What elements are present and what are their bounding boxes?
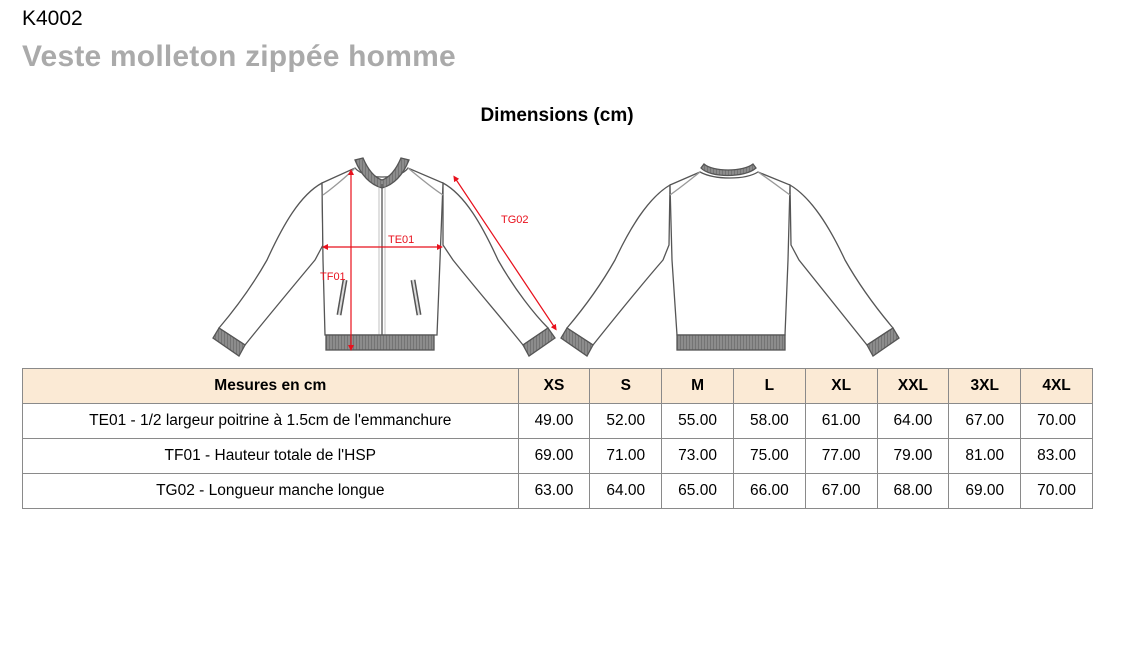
- size-chart-table: [22, 368, 1093, 509]
- table-cell: 67.00: [949, 404, 1021, 439]
- product-title: Veste molleton zippée homme: [22, 40, 456, 73]
- column-header-l: L: [733, 369, 805, 404]
- table-cell: 69.00: [949, 474, 1021, 509]
- row-label: TG02 - Longueur manche longue: [23, 474, 519, 509]
- jacket-illustration: [205, 150, 905, 360]
- te01-label: TE01: [388, 234, 415, 246]
- row-label: TF01 - Hauteur totale de l'HSP: [23, 439, 519, 474]
- column-header-3xl: 3XL: [949, 369, 1021, 404]
- table-cell: 63.00: [518, 474, 590, 509]
- table-cell: 58.00: [733, 404, 805, 439]
- column-header-xxl: XXL: [877, 369, 949, 404]
- table-cell: 65.00: [662, 474, 734, 509]
- jacket-front: [213, 158, 555, 356]
- row-label: TE01 - 1/2 largeur poitrine à 1.5cm de l'emmanchure: [23, 404, 519, 439]
- column-header-m: M: [662, 369, 734, 404]
- table-cell: 70.00: [1021, 404, 1093, 439]
- table-cell: 61.00: [805, 404, 877, 439]
- column-header-measure: Mesures en cm: [23, 369, 519, 404]
- table-cell: 81.00: [949, 439, 1021, 474]
- table-cell: 70.00: [1021, 474, 1093, 509]
- table-cell: 69.00: [518, 439, 590, 474]
- table-cell: 66.00: [733, 474, 805, 509]
- column-header-xl: XL: [805, 369, 877, 404]
- table-header-row: [23, 369, 1093, 404]
- table-cell: 64.00: [590, 474, 662, 509]
- table-cell: 52.00: [590, 404, 662, 439]
- dimensions-title: Dimensions (cm): [480, 105, 634, 126]
- table-cell: 83.00: [1021, 439, 1093, 474]
- table-cell: 73.00: [662, 439, 734, 474]
- table-cell: 75.00: [733, 439, 805, 474]
- table-row: [23, 404, 1093, 439]
- column-header-s: S: [590, 369, 662, 404]
- table-cell: 67.00: [805, 474, 877, 509]
- table-cell: 64.00: [877, 404, 949, 439]
- table-cell: 49.00: [518, 404, 590, 439]
- tg02-label: TG02: [501, 214, 529, 226]
- jacket-back: [561, 164, 899, 356]
- table-cell: 79.00: [877, 439, 949, 474]
- product-reference: K4002: [22, 7, 83, 30]
- column-header-xs: XS: [518, 369, 590, 404]
- tf01-label: TF01: [320, 271, 346, 283]
- table-cell: 68.00: [877, 474, 949, 509]
- table-cell: 77.00: [805, 439, 877, 474]
- column-header-4xl: 4XL: [1021, 369, 1093, 404]
- table-cell: 71.00: [590, 439, 662, 474]
- table-cell: 55.00: [662, 404, 734, 439]
- table-row: [23, 474, 1093, 509]
- table-row: [23, 439, 1093, 474]
